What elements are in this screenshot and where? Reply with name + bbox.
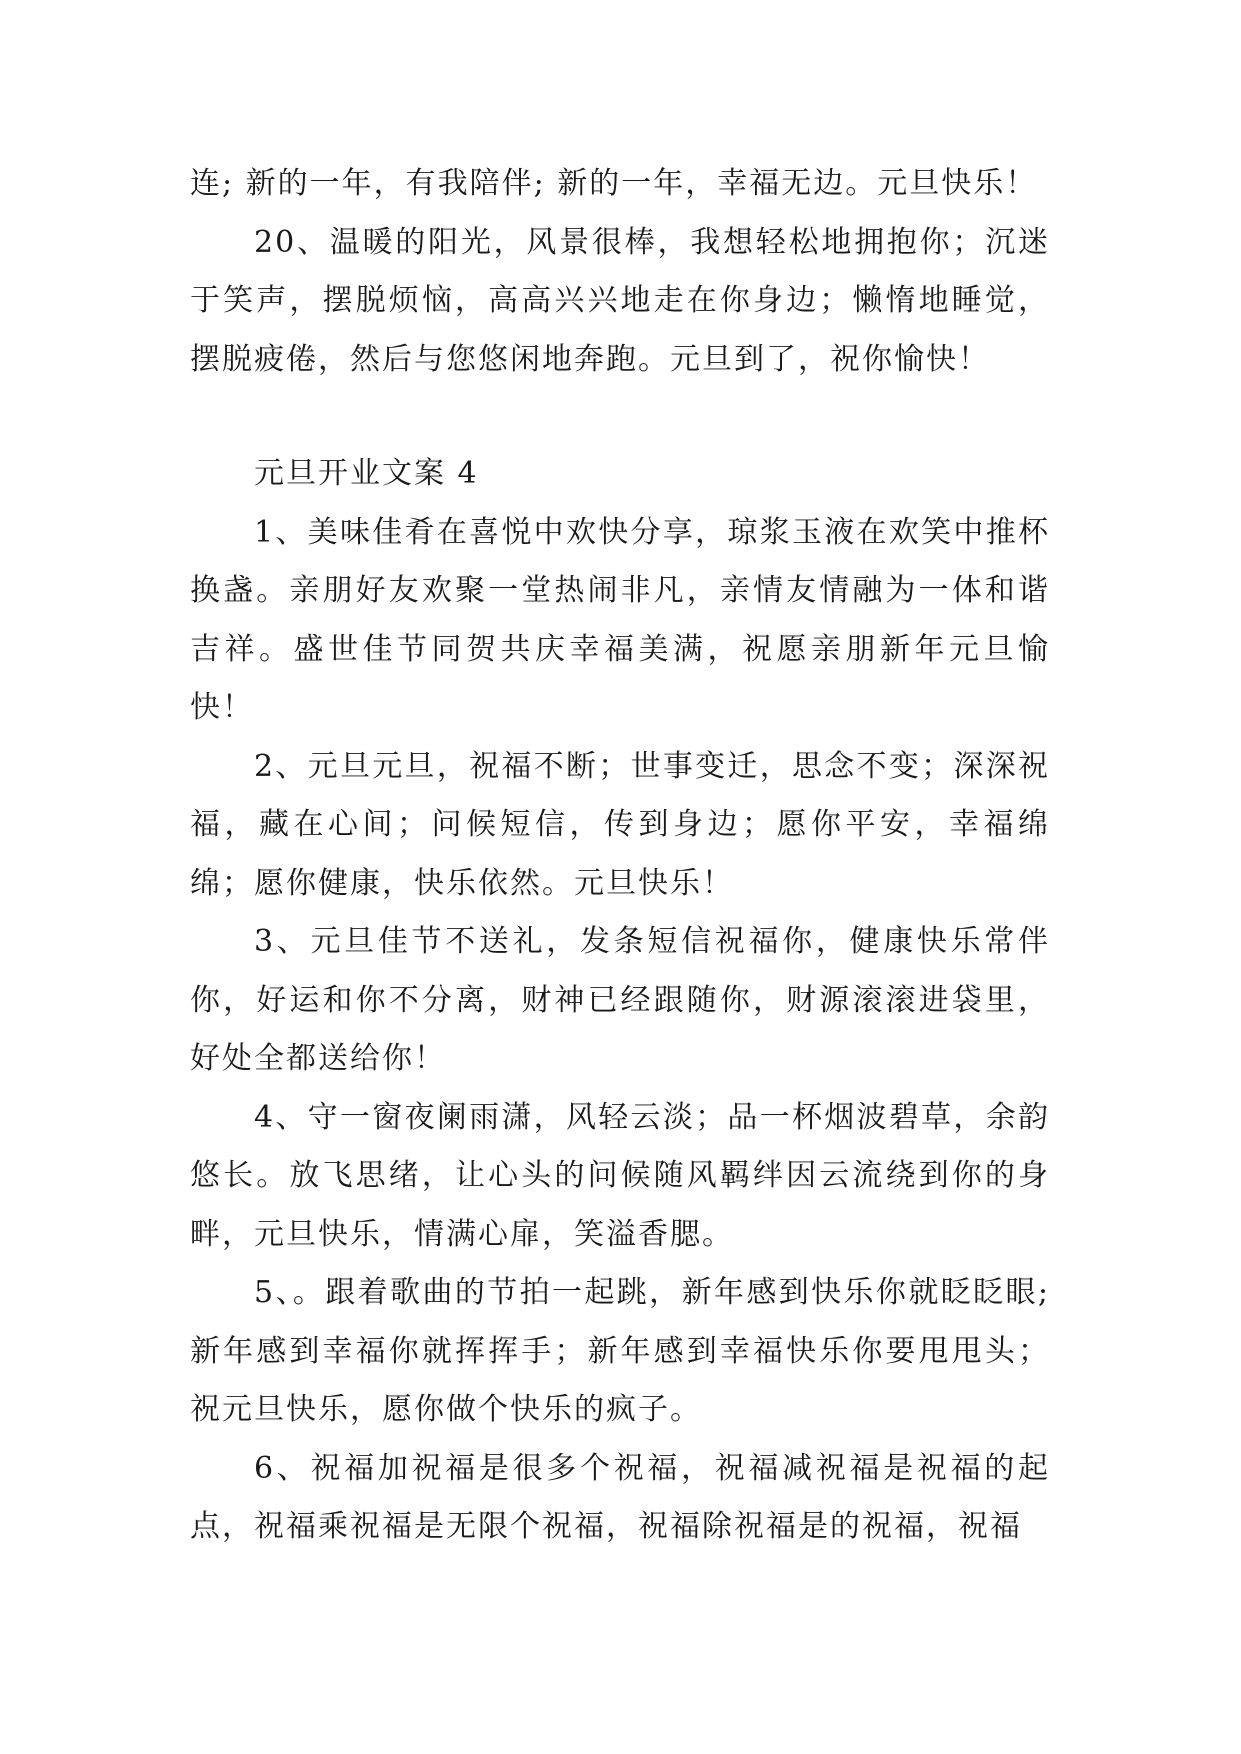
paragraph-item-4: 4、守一窗夜阑雨潇，风轻云淡；品一杯烟波碧草，余韵悠长。放飞思绪，让心头的问候随风羁绊因云流绕到你的身畔，元旦快乐，情满心扉，笑溢香腮。 <box>190 1099 1050 1252</box>
section-heading: 元旦开业文案 4 <box>254 456 479 491</box>
paragraph-item-1: 1、美味佳肴在喜悦中欢快分享，琼浆玉液在欢笑中推杯换盏。亲朋好友欢聚一堂热闹非凡，亲情友情融为一体和谐吉祥。盛世佳节同贺共庆幸福美满，祝愿亲朋新年元旦愉快！ <box>190 514 1050 725</box>
paragraph-item-20: 20、温暖的阳光，风景很棒，我想轻松地拥抱你；沉迷于笑声，摆脱烦恼，高高兴兴地走在你身边；懒惰地睡觉，摆脱疲倦，然后与您悠闲地奔跑。元旦到了，祝你愉快！ <box>190 224 1050 377</box>
paragraph-continuation: 连; 新的一年，有我陪伴; 新的一年，幸福无边。元旦快乐！ <box>190 166 1038 201</box>
paragraph-item-5: 5、。跟着歌曲的节拍一起跳，新年感到快乐你就眨眨眼; 新年感到幸福你就挥挥手；新年感到幸福快乐你要甩甩头；祝元旦快乐，愿你做个快乐的疯子。 <box>190 1275 1050 1427</box>
paragraph-item-3: 3、元旦佳节不送礼，发条短信祝福你，健康快乐常伴你，好运和你不分离，财神已经跟随你，财源滚滚进袋里，好处全都送给你！ <box>190 924 1050 1076</box>
paragraph-item-6: 6、祝福加祝福是很多个祝福，祝福减祝福是祝福的起点，祝福乘祝福是无限个祝福，祝福除祝福是的祝福，祝福 <box>190 1450 1050 1544</box>
document-body <box>190 155 1050 1557</box>
paragraph-item-2: 2、元旦元旦，祝福不断；世事变迁，思念不变；深深祝福，藏在心间；问候短信，传到身边；愿你平安，幸福绵绵；愿你健康，快乐依然。元旦快乐！ <box>190 748 1050 901</box>
